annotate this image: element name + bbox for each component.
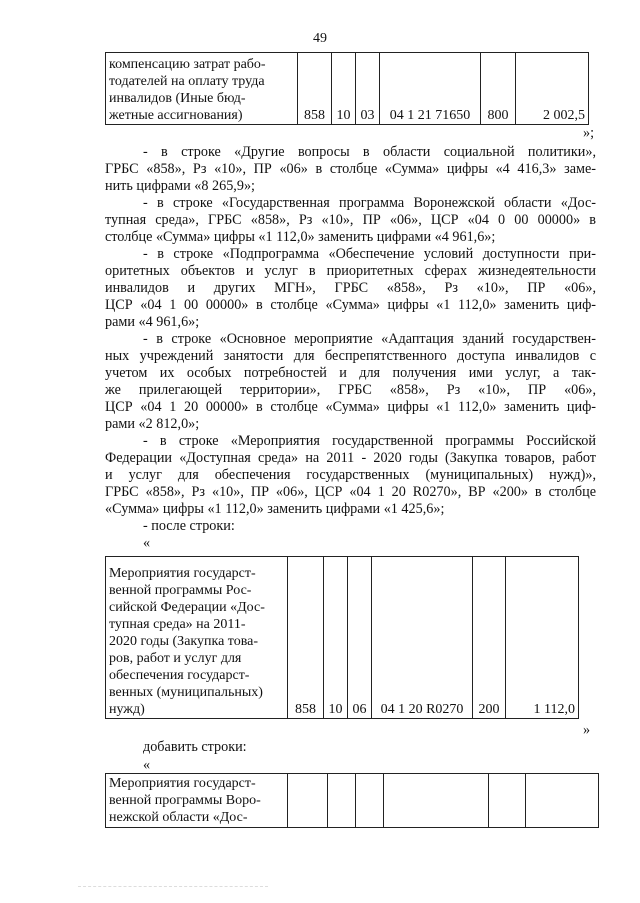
budget-table-3	[105, 773, 599, 828]
row-name-line: нежской области «Дос-	[109, 810, 248, 825]
closing-quote: »;	[583, 125, 595, 141]
text-line: и услуг для обеспечения государственных (муниципальных) нужд)»,	[105, 467, 596, 483]
text-line: ных учреждений занятости для беспрепятственного доступа инвалидов с	[105, 348, 596, 364]
text-line: же прилегающей территории», ГРБС «858», Рз «10», ПР «06»,	[105, 382, 596, 398]
grbs-cell: 858	[298, 53, 332, 125]
row-name-line: тупная среда» на 2011-	[109, 617, 246, 632]
page-number: 49	[313, 31, 327, 46]
table-row	[106, 557, 579, 719]
row-name-line: нужд)	[109, 702, 145, 717]
pr-cell: 03	[356, 53, 380, 125]
grbs-cell	[288, 774, 328, 828]
vr-cell: 200	[473, 557, 506, 719]
vr-cell: 800	[481, 53, 516, 125]
text-line: рами «4 961,6»;	[105, 314, 200, 330]
opening-quote: «	[143, 535, 151, 551]
pr-cell	[356, 774, 384, 828]
text-line: ЦСР «04 1 00 00000» в столбце «Сумма» цифры «1 112,0» заменить циф-	[105, 297, 596, 313]
row-name-line: Мероприятия государст-	[109, 566, 256, 581]
row-name-line: ров, работ и услуг для	[109, 651, 242, 666]
text-line: - в строке «Мероприятия государственной программы Российской	[143, 433, 596, 449]
sum-cell: 2 002,5	[516, 53, 589, 125]
text-line: ЦСР «04 1 20 00000» в столбце «Сумма» цифры «1 112,0» заменить циф-	[105, 399, 596, 415]
text-line: - в строке «Основное мероприятие «Адаптация зданий государствен-	[143, 331, 596, 347]
sum-cell: 1 112,0	[506, 557, 579, 719]
row-name-line: Мероприятия государст-	[109, 776, 256, 791]
text-line: добавить строки:	[143, 739, 247, 755]
text-line: - после строки:	[143, 518, 235, 534]
text-line: - в строке «Другие вопросы в области социальной политики»,	[143, 144, 596, 160]
row-name-line: венных (муниципальных)	[109, 685, 263, 700]
row-name-line: инвалидов (Иные бюд-	[109, 91, 246, 106]
scan-artifact	[78, 886, 268, 887]
text-line: учетом их особых потребностей и для получения ими услуг, а так-	[105, 365, 596, 381]
row-name-line: 2020 годы (Закупка това-	[109, 634, 259, 649]
closing-quote: »	[583, 722, 591, 738]
row-name-line: венной программы Воро-	[109, 793, 261, 808]
row-name-line: сийской Федерации «Дос-	[109, 600, 265, 615]
text-line: столбце «Сумма» цифры «1 112,0» заменить цифрами «4 961,6»;	[105, 229, 496, 245]
row-name-line: обеспечения государст-	[109, 668, 250, 683]
text-line: ГРБС «858», Рз «10», ПР «06» в столбце «Сумма» цифры «4 416,3» заме-	[105, 161, 596, 177]
budget-table-2	[105, 556, 579, 719]
text-line: рами «2 812,0»;	[105, 416, 200, 432]
budget-table-1	[105, 52, 589, 125]
sum-cell	[526, 774, 599, 828]
row-name-cell	[106, 53, 298, 125]
row-name-line: тодателей на оплату труда	[109, 74, 265, 89]
table-row	[106, 774, 599, 828]
rz-cell: 10	[332, 53, 356, 125]
row-name-cell	[106, 557, 288, 719]
text-line: нить цифрами «8 265,9»;	[105, 178, 255, 194]
text-line: оритетных объектов и услуг в приоритетных сферах жизнедеятельности	[105, 263, 596, 279]
text-line: - в строке «Государственная программа Воронежской области «Дос-	[143, 195, 596, 211]
grbs-cell: 858	[288, 557, 324, 719]
text-line: ГРБС «858», Рз «10», ПР «06», ЦСР «04 1 20 R0270», ВР «200» в столбце	[105, 484, 596, 500]
csr-cell: 04 1 21 71650	[380, 53, 481, 125]
table-row	[106, 53, 589, 125]
rz-cell: 10	[324, 557, 348, 719]
text-line: тупная среда», ГРБС «858», Рз «10», ПР «06», ЦСР «04 0 00 00000» в	[105, 212, 596, 228]
row-name-cell	[106, 774, 288, 828]
opening-quote: «	[143, 757, 151, 773]
vr-cell	[489, 774, 526, 828]
text-line: - в строке «Подпрограмма «Обеспечение условий доступности при-	[143, 246, 596, 262]
text-line: «Сумма» цифры «1 112,0» заменить цифрами «1 425,6»;	[105, 501, 445, 517]
row-name-line: венной программы Рос-	[109, 583, 252, 598]
text-line: Федерации «Доступная среда» на 2011 - 2020 годы (Закупка товаров, работ	[105, 450, 596, 466]
csr-cell	[384, 774, 489, 828]
csr-cell: 04 1 20 R0270	[372, 557, 473, 719]
text-line: инвалидов и других МГН», ГРБС «858», Рз «10», ПР «06»,	[105, 280, 596, 296]
rz-cell	[328, 774, 356, 828]
row-name-line: компенсацию затрат рабо-	[109, 57, 266, 72]
row-name-line: жетные ассигнования)	[109, 108, 243, 123]
pr-cell: 06	[348, 557, 372, 719]
